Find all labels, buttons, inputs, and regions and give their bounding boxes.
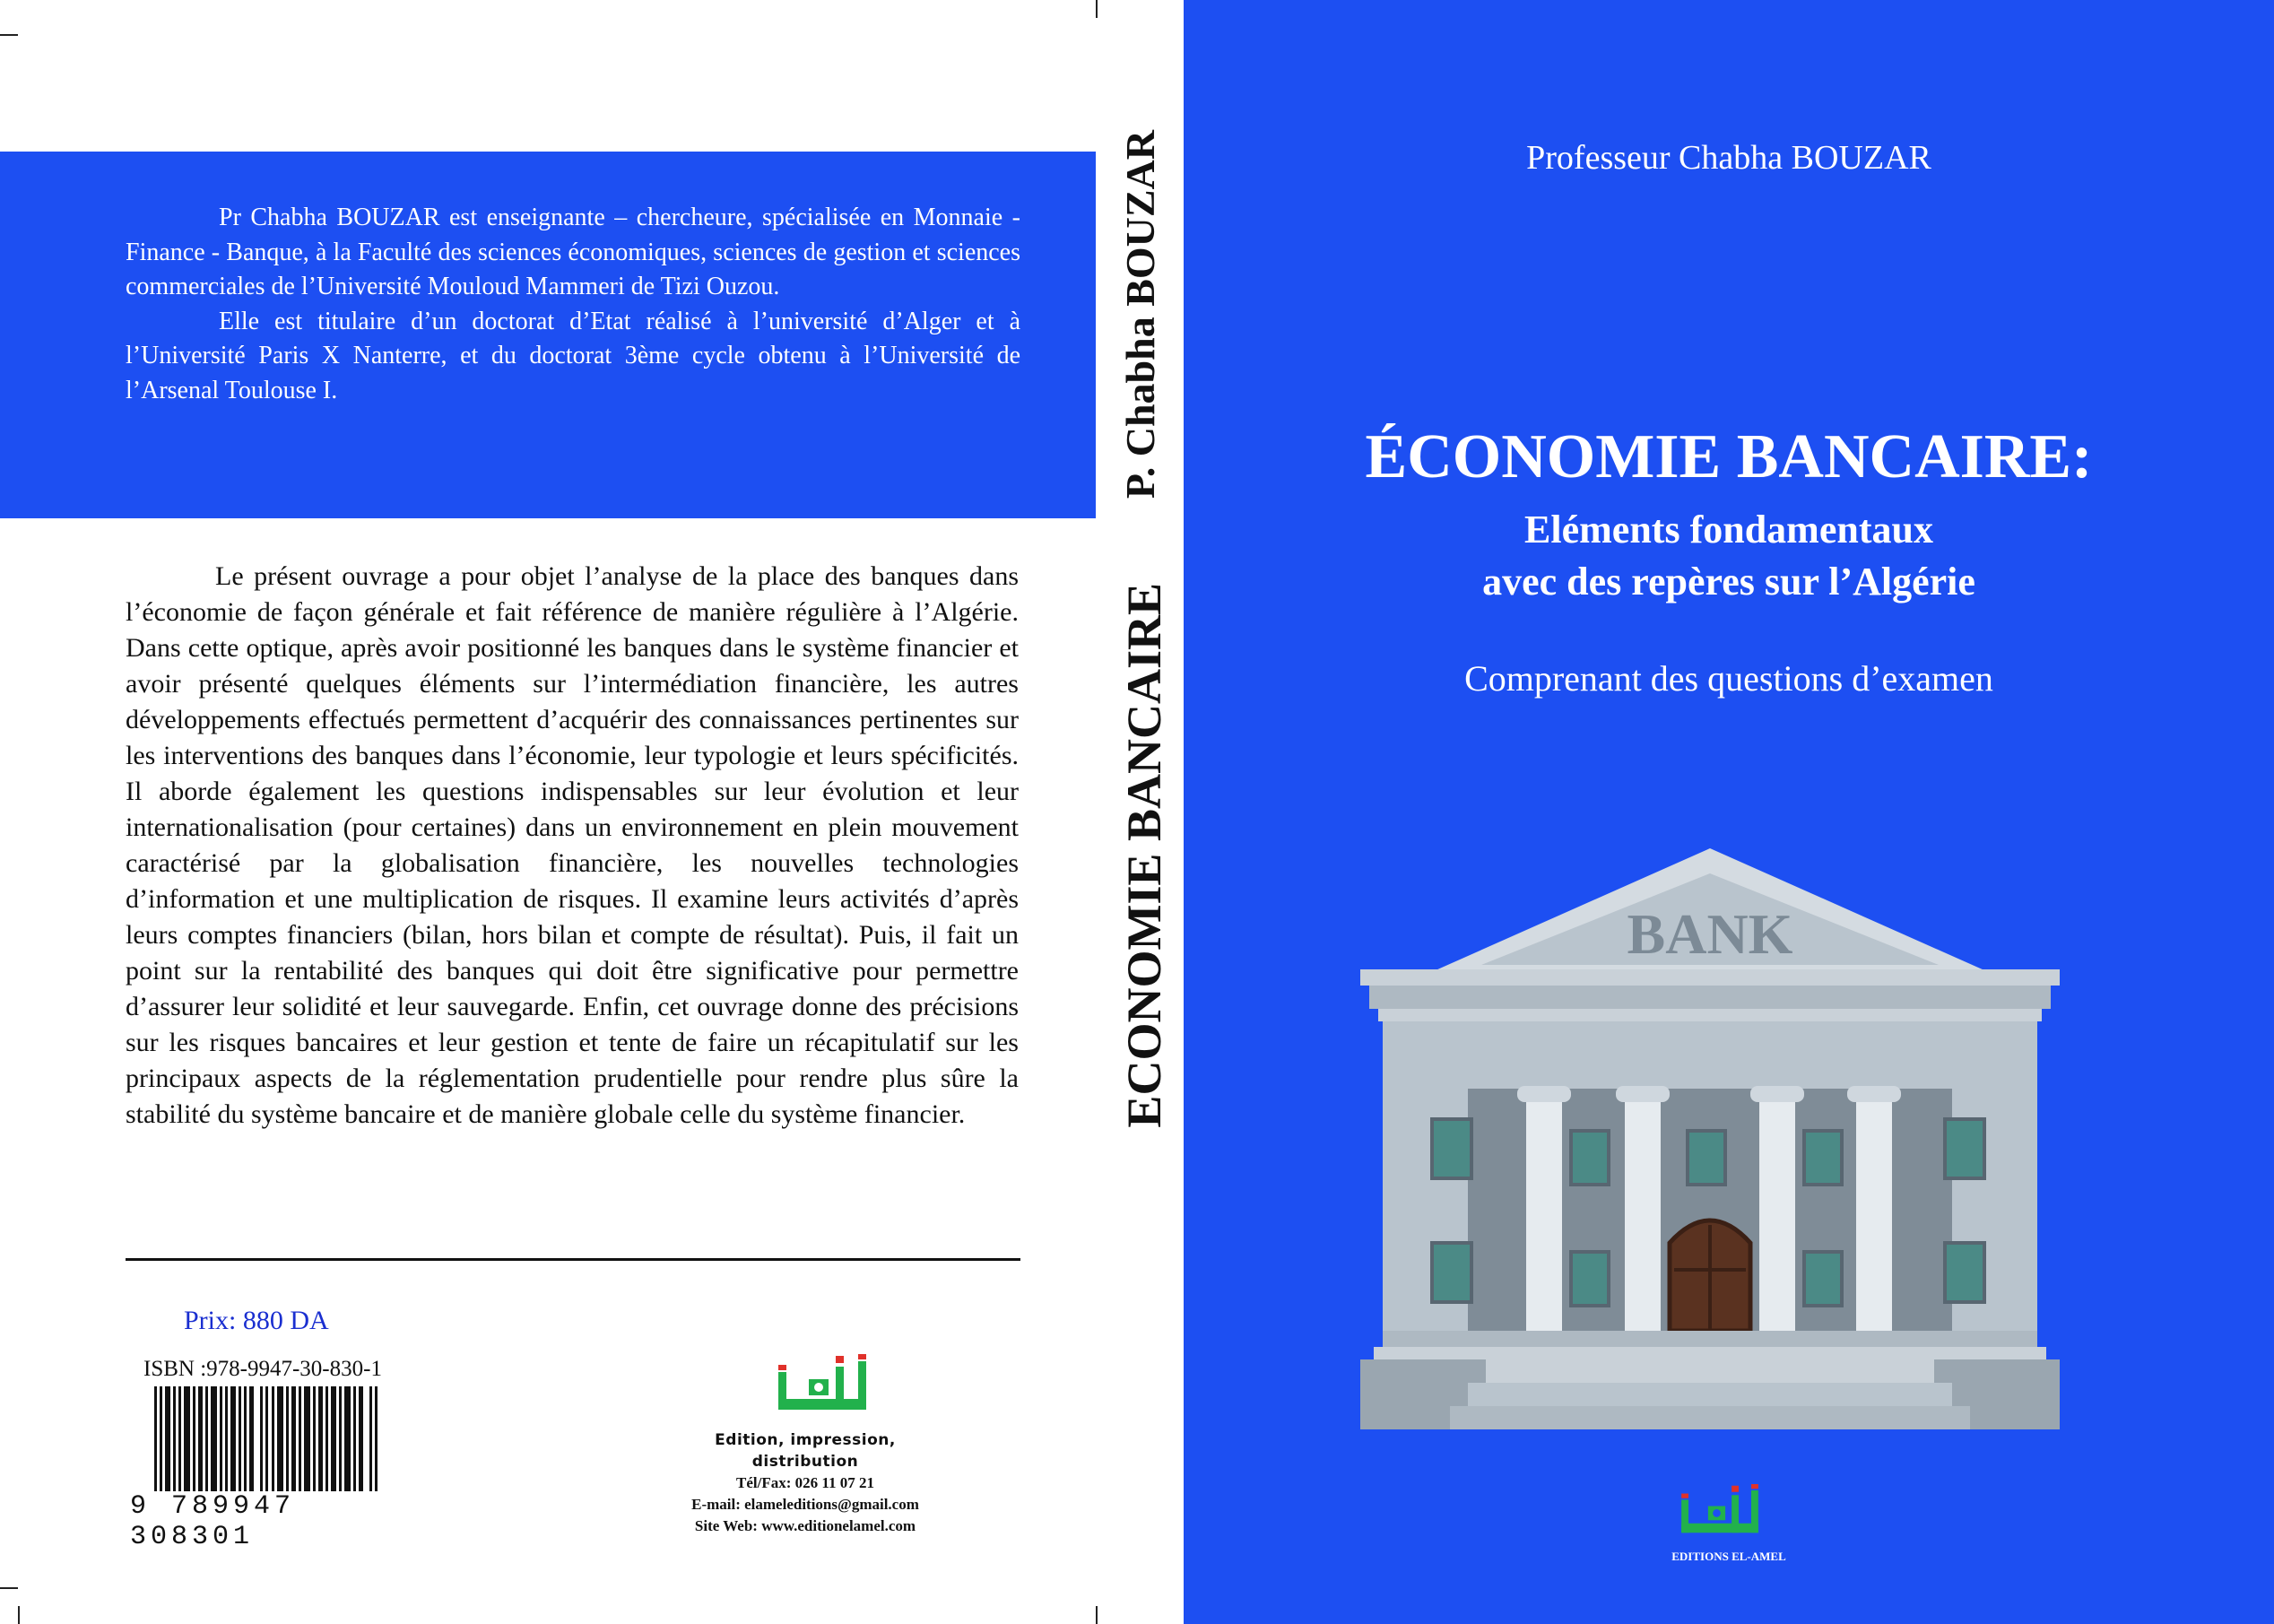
divider — [126, 1258, 1020, 1261]
bank-sign: BANK — [1627, 902, 1793, 966]
book-subtitle-line1: Eléments fondamentaux — [1524, 508, 1933, 551]
spine-title — [1116, 583, 1170, 1139]
book-title: ÉCONOMIE BANCAIRE: — [1365, 422, 2093, 491]
publisher-name: EDITIONS EL-AMEL — [1671, 1550, 1786, 1563]
publisher-email: E-mail: elameleditions@gmail.com — [691, 1496, 919, 1513]
barcode-icon — [154, 1386, 380, 1503]
crop-mark — [1096, 0, 1098, 18]
barcode-digits: 9 789947 308301 — [130, 1491, 390, 1552]
spine-author — [1116, 130, 1170, 498]
bio-paragraph: Pr Chabha BOUZAR est enseignante – chercheure, spécialisée en Monnaie - Finance - Banque, à la Faculté des sciences économiques, sciences de gestion et sciences commerciales de l’Université Mouloud Mammeri de Tizi Ouzou. — [126, 204, 1020, 300]
summary-paragraph: Le présent ouvrage a pour objet l’analyse de la place des banques dans l’économie de façon générale et fait référence de manière régulière à l’Algérie. Dans cette optique, après avoir positionné les banques dans le système financier et avoir présenté quelques éléments sur l’intermédiation financière, les autres développements effectués permettent d’acquérir des connaissances pertinentes sur les interventions des banques dans l’économie, leur typologie et leurs spécificités. Il aborde également les questions indispensables sur leur évolution et leur internationalisation (pour certaines) dans un environnement en plein mouvement caractérisé par la globalisation financière, les nouvelles technologies d’information et une multiplication de risques. Il examine leurs activités d’après leurs comptes financiers (bilan, hors bilan et compte de résultat). Puis, il fait un point sur la rentabilité des banques qui doit être significative pour permettre d’assurer leur solidité et leur sauvegarde. Enfin, cet ouvrage donne des précisions sur les risques bancaires et leur gestion et tente de faire un récapitulatif sur les principaux aspects de la réglementation prudentielle pour rendre plus sûre la stabilité du système bancaire et de manière globale celle du système financier. — [126, 561, 1019, 1129]
publisher-contact — [665, 1429, 945, 1537]
author-bio — [126, 201, 1020, 408]
bio-paragraph: Elle est titulaire d’un doctorat d’Etat réalisé à l’université d’Alger et à l’Université Paris X Nanterre, et du doctorat 3ème cycle obtenu à l’Université de l’Arsenal Toulouse I. — [126, 307, 1020, 404]
publisher-website: Site Web: www.editionelamel.com — [694, 1517, 916, 1534]
crop-mark — [1096, 1606, 1098, 1624]
spine-author-text: P. Chabha BOUZAR — [1117, 130, 1163, 499]
book-subtitle-line2: avec des repères sur l’Algérie — [1482, 560, 1975, 604]
book-note: Comprenant des questions d’examen — [1464, 658, 1993, 699]
isbn-label: ISBN :978-9947-30-830-1 — [143, 1357, 382, 1381]
crop-mark — [0, 1587, 18, 1589]
spine-title-text: ECONOMIE BANCAIRE — [1117, 583, 1171, 1128]
publisher-phone: Tél/Fax: 026 11 07 21 — [736, 1474, 874, 1491]
price-label: Prix: 880 DA — [184, 1306, 329, 1335]
book-summary — [126, 559, 1019, 1133]
crop-mark — [18, 1606, 20, 1624]
front-author: Professeur Chabha BOUZAR — [1526, 139, 1931, 177]
publisher-logo-icon — [1675, 1484, 1765, 1547]
publisher-services: Edition, impression, distribution — [715, 1431, 896, 1471]
bank-building-icon — [1356, 848, 2064, 1429]
publisher-logo-icon — [773, 1354, 872, 1426]
crop-mark — [0, 34, 18, 36]
